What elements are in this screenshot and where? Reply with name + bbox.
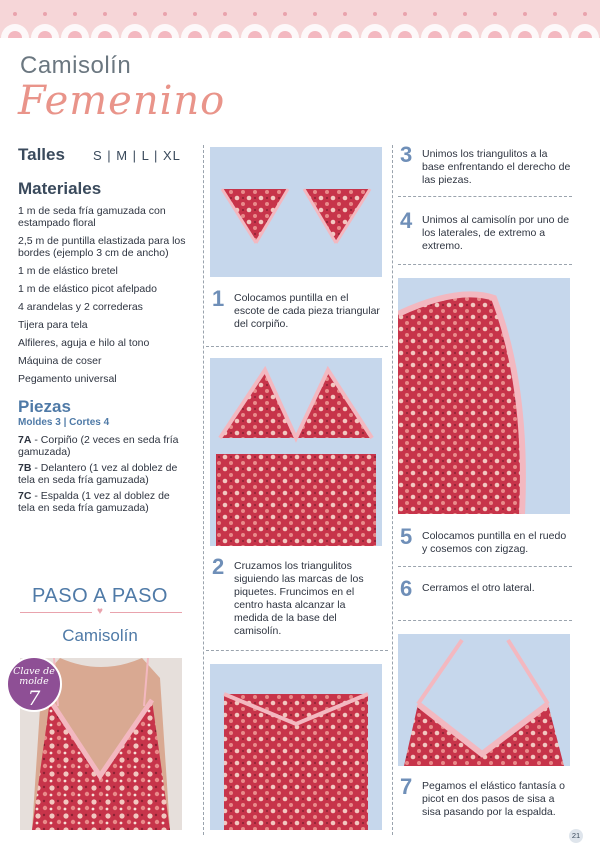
clave-de-molde-badge bbox=[6, 656, 62, 712]
piece-code: 7A bbox=[18, 434, 32, 446]
piece-desc: - Delantero (1 vez al doblez de tela en seda fría gamuzada) bbox=[18, 462, 178, 486]
step-6 bbox=[400, 578, 572, 600]
step-1 bbox=[212, 288, 382, 331]
step-text: Pegamos el elástico fantasía o picot en dos pasos de sisa a sisa pasando por la espalda. bbox=[422, 780, 566, 818]
left-column bbox=[18, 145, 188, 518]
step-4 bbox=[400, 210, 572, 253]
row-divider bbox=[398, 620, 572, 621]
row-divider bbox=[206, 650, 388, 651]
step-text: Unimos los triangulitos a la base enfrentando el derecho de las piezas. bbox=[422, 148, 571, 186]
row-divider bbox=[398, 196, 572, 197]
list-item bbox=[18, 490, 188, 514]
step-text: Cerramos el otro lateral. bbox=[422, 582, 535, 594]
list-item: 1 m de seda fría gamuzada con estampado floral bbox=[18, 205, 166, 229]
step-3-photo bbox=[210, 664, 382, 830]
step-2-photo bbox=[210, 358, 382, 546]
materiales-list bbox=[18, 205, 188, 385]
step-number: 6 bbox=[400, 576, 413, 601]
step-5 bbox=[400, 526, 572, 556]
piezas-heading: Piezas bbox=[18, 397, 71, 416]
list-item: Pegamento universal bbox=[18, 373, 117, 385]
page-title: Camisolín bbox=[20, 52, 132, 79]
list-item: 2,5 m de puntilla elastizada para los bordes (ejemplo 3 cm de ancho) bbox=[18, 235, 186, 259]
list-item bbox=[18, 434, 188, 458]
step-number: 3 bbox=[400, 142, 413, 167]
step-2 bbox=[212, 556, 382, 638]
divider bbox=[20, 612, 92, 613]
paso-a-paso-heading: PASO A PASO bbox=[32, 585, 168, 607]
materiales-heading: Materiales bbox=[18, 179, 102, 198]
page-title-script: Femenino bbox=[18, 78, 226, 124]
section-subheading: Camisolín bbox=[62, 626, 138, 645]
badge-line: molde bbox=[19, 676, 49, 687]
step-number: 7 bbox=[400, 774, 413, 799]
piece-code: 7B bbox=[18, 462, 32, 474]
step-5-photo bbox=[398, 634, 570, 766]
step-3 bbox=[400, 144, 572, 187]
list-item: Máquina de coser bbox=[18, 355, 102, 367]
decorative-lace-border bbox=[0, 0, 600, 38]
step-text: Cruzamos los triangulitos siguiendo las marcas de los piquetes. Fruncimos en el centro hasta alcanzar la medida de la base del camisolín. bbox=[234, 560, 364, 637]
list-item: 4 arandelas y 2 correderas bbox=[18, 301, 143, 313]
row-divider bbox=[398, 264, 572, 265]
list-item: Alfileres, aguja e hilo al tono bbox=[18, 337, 150, 349]
step-number: 5 bbox=[400, 524, 413, 549]
moldes-cortes: Moldes 3 | Cortes 4 bbox=[18, 417, 110, 428]
step-text: Unimos al camisolín por uno de los laterales, de extremo a extremo. bbox=[422, 214, 570, 252]
badge-line: Clave de bbox=[13, 666, 55, 677]
column-divider bbox=[203, 145, 204, 835]
step-number: 2 bbox=[212, 554, 225, 579]
piezas-list bbox=[18, 434, 188, 514]
piece-code: 7C bbox=[18, 490, 32, 502]
step-1-photo bbox=[210, 147, 382, 277]
row-divider bbox=[398, 566, 572, 567]
step-7 bbox=[400, 776, 574, 819]
list-item bbox=[18, 462, 188, 486]
talles-heading: Talles bbox=[18, 145, 65, 164]
list-item: 1 m de elástico bretel bbox=[18, 265, 118, 277]
talles-row bbox=[18, 145, 188, 165]
badge-number: 7 bbox=[27, 686, 41, 710]
step-text: Colocamos puntilla en el escote de cada pieza triangular del corpiño. bbox=[234, 292, 380, 330]
list-item: 1 m de elástico picot afelpado bbox=[18, 283, 157, 295]
piece-desc: - Espalda (1 vez al doblez de tela en seda fría gamuzada) bbox=[18, 490, 170, 514]
divider bbox=[110, 612, 182, 613]
list-item: Tijera para tela bbox=[18, 319, 88, 331]
step-4-photo bbox=[398, 278, 570, 514]
sizes-list: S | M | L | XL bbox=[92, 148, 181, 163]
step-text: Colocamos puntilla en el ruedo y cosemos con zigzag. bbox=[422, 530, 567, 555]
page-number: 21 bbox=[569, 829, 583, 843]
row-divider bbox=[206, 346, 388, 347]
step-number: 4 bbox=[400, 208, 413, 233]
heart-icon: ♥ bbox=[97, 606, 103, 617]
piece-desc: - Corpiño (2 veces en seda fría gamuzada) bbox=[18, 434, 179, 458]
step-number: 1 bbox=[212, 286, 225, 311]
column-divider bbox=[392, 145, 393, 835]
